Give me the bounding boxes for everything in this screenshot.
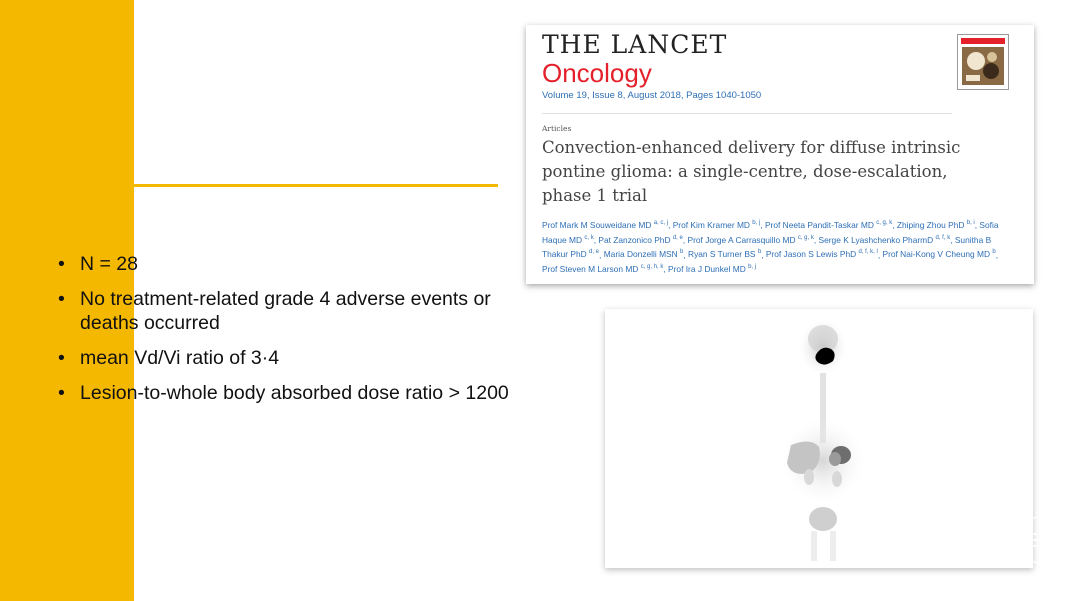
accent-mark-left: [0, 94, 9, 152]
bullet-item: • Lesion-to-whole body absorbed dose ratio > 1200: [58, 381, 518, 405]
author-name[interactable]: Sunitha B Thakur PhD $^{d, e}$: [542, 234, 992, 260]
author-affiliation[interactable]: d, f, k, l: [858, 249, 878, 256]
author-affiliation[interactable]: c, g, h, k: [640, 264, 664, 271]
watermark-logo-icon: [1015, 514, 1067, 566]
pet-scan-image: [605, 309, 1033, 568]
bullet-item: • mean Vd/Vi ratio of 3·4: [58, 346, 518, 370]
author-name[interactable]: Serge K Lyashchenko PharmD $^{d, f, k}$: [818, 234, 951, 245]
author-affiliation[interactable]: c, g, k: [876, 220, 893, 226]
author-affiliation[interactable]: d, f, k: [935, 234, 951, 241]
bullet-list: [58, 252, 518, 416]
title-divider: [58, 184, 498, 187]
author-affiliation[interactable]: b, i: [966, 220, 975, 226]
author-affiliation[interactable]: d, e: [672, 234, 683, 241]
author-affiliation[interactable]: b, j: [752, 220, 761, 226]
bullet-item: • No treatment-related grade 4 adverse events or deaths occurred: [58, 287, 518, 335]
article-type: Articles: [542, 124, 572, 133]
author-affiliation[interactable]: b: [757, 249, 762, 256]
author-list: Prof Mark M Souweidane MD $^{a, c, j}$, Prof Kim Kramer MD $^{b, j}$, Prof Neeta Pandit-Taskar MD $^{c, g, k}$, Zhiping Zhou PhD $^{b, i}$, Sofia Haque MD $^{c, k}$, Pat Zanzonico PhD $^{d, e}$, Prof Jorge A Carrasquillo MD $^{c, g, k}$, Serge K Lyashchenko PharmD $^{d, f, k}$, Sunitha B Thakur PhD $^{d, e}$, Maria Donzelli MSN $^b$, Ryan S Turner BS $^b$, Prof Jason S Lewis PhD $^{d, f, k, l}$, Prof Nai-Kong V Cheung MD $^b$, Prof Steven M Larson MD $^{c, g, h, k}$, Prof Ira J Dunkel MD $^{b, j}$: [542, 219, 999, 275]
author-name[interactable]: Prof Jason S Lewis PhD $^{d, f, k, l}$: [765, 249, 878, 260]
author-name[interactable]: Pat Zanzonico PhD $^{d, e}$: [598, 234, 683, 245]
author-name[interactable]: Prof Ira J Dunkel MD $^{b, j}$: [668, 264, 757, 275]
volume-info: Volume 19, Issue 8, August 2018, Pages 1040-1050: [542, 90, 762, 101]
author-affiliation[interactable]: b: [992, 249, 996, 256]
journal-cover-icon: [957, 34, 1009, 90]
author-affiliation[interactable]: c, k: [584, 234, 594, 241]
journal-name: THE LANCET: [542, 30, 728, 59]
journal-subtitle: Oncology: [542, 58, 652, 88]
author-name[interactable]: Prof Jorge A Carrasquillo MD $^{c, g, k}$: [687, 234, 814, 245]
author-affiliation[interactable]: c, g, k: [797, 234, 814, 241]
author-name[interactable]: Prof Kim Kramer MD $^{b, j}$: [672, 219, 761, 230]
card-divider: [542, 113, 952, 114]
paper-screenshot: [526, 25, 1034, 284]
accent-mark-right: [14, 94, 30, 152]
author-affiliation[interactable]: d, e: [589, 249, 600, 256]
article-title: Convection-enhanced delivery for diffuse intrinsic pontine glioma: a single-centre, dose-escalation, phase 1 trial: [542, 138, 961, 205]
author-name[interactable]: Ryan S Turner BS $^b$: [688, 249, 762, 260]
author-affiliation[interactable]: b, j: [748, 264, 757, 271]
author-name[interactable]: Sofia Haque MD $^{c, k}$: [542, 219, 999, 245]
author-name[interactable]: Maria Donzelli MSN $^b$: [603, 249, 684, 260]
author-affiliation[interactable]: b: [680, 249, 684, 256]
author-name[interactable]: Prof Neeta Pandit-Taskar MD $^{c, g, k}$: [764, 219, 893, 230]
author-name[interactable]: Prof Nai-Kong V Cheung MD $^b$: [882, 249, 996, 260]
author-name[interactable]: Zhiping Zhou PhD $^{b, i}$: [896, 219, 975, 230]
bullet-item: • N = 28: [58, 252, 518, 276]
author-name[interactable]: Prof Steven M Larson MD $^{c, g, h, k}$: [542, 264, 664, 275]
author-affiliation[interactable]: a, c, j: [653, 220, 669, 226]
author-name[interactable]: Prof Mark M Souweidane MD $^{a, c, j}$: [542, 219, 669, 230]
